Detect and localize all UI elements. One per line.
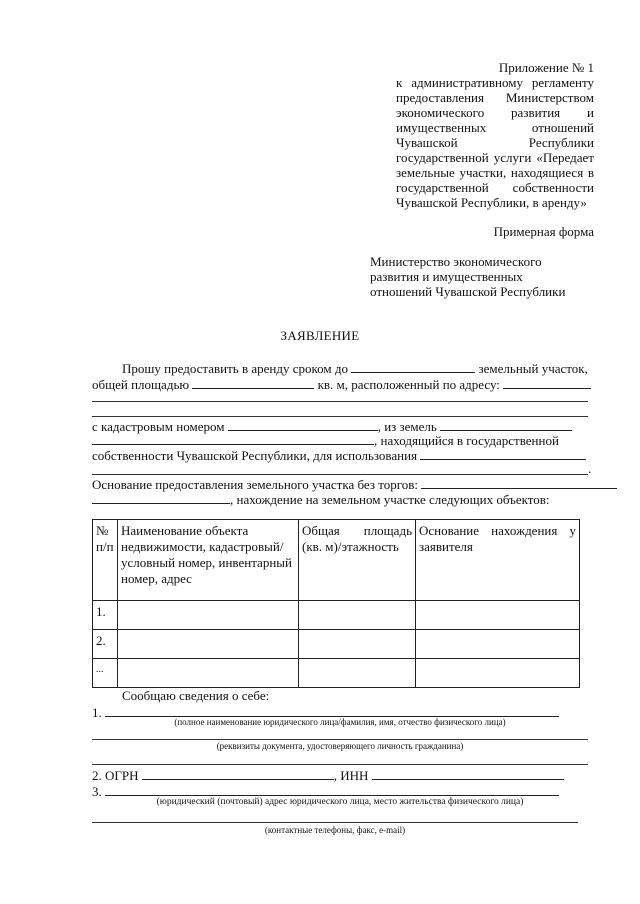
appendix-line: государственной услуги «Передает <box>396 150 594 165</box>
header-area: Общая площадь (кв. м)/этажность <box>299 520 416 601</box>
request-line-2 <box>92 376 591 392</box>
id-document-line[interactable] <box>92 739 588 740</box>
appendix-line: предоставления Министерством <box>396 90 594 105</box>
objects-line <box>92 491 550 507</box>
inn-blank[interactable] <box>372 767 564 780</box>
appendix-line: к административному регламенту <box>396 75 594 90</box>
table-cell[interactable] <box>299 601 416 630</box>
land-category-continued-blank[interactable] <box>92 432 374 445</box>
table-row <box>93 659 580 688</box>
cadastral-blank[interactable] <box>228 418 378 431</box>
document-title: ЗАЯВЛЕНИЕ <box>280 328 360 343</box>
grounds-line <box>92 476 617 492</box>
id-document-caption: (реквизиты документа, удостоверяющего личность гражданина) <box>216 741 464 751</box>
ministry-line: Министерство экономического <box>370 254 542 269</box>
appendix-number: Приложение № 1 <box>498 60 594 75</box>
request-text: Прошу предоставить в аренду сроком до <box>122 361 348 376</box>
usage-blank[interactable] <box>420 447 586 460</box>
header-grounds: Основание нахождения у заявителя <box>416 520 580 601</box>
appendix-line: экономического развития и <box>396 105 594 120</box>
header-number: № п/п <box>93 520 118 601</box>
form-type-label: Примерная форма <box>493 224 594 239</box>
table-cell[interactable] <box>118 659 299 688</box>
ministry-line: развития и имущественных <box>370 269 523 284</box>
period-mark: . <box>588 461 592 476</box>
land-category-blank[interactable] <box>440 418 572 431</box>
appendix-block <box>396 60 594 210</box>
table-cell[interactable] <box>299 659 416 688</box>
area-blank[interactable] <box>192 376 314 389</box>
legal-address-blank[interactable] <box>105 783 559 796</box>
objects-table <box>92 519 580 688</box>
legal-address-caption: (юридический (почтовый) адрес юридического лица, место жительства физического лица) <box>156 797 524 807</box>
appendix-line: Чувашской Республики, в аренду» <box>396 195 587 210</box>
row-number: ... <box>93 659 118 688</box>
request-text: земельный участок, <box>478 361 588 376</box>
term-blank[interactable] <box>351 360 475 373</box>
ministry-line: отношений Чувашской Республики <box>370 284 566 299</box>
item-number: 3. <box>92 784 102 799</box>
ogrn-label: 2. ОГРН <box>92 768 139 783</box>
table-cell[interactable] <box>299 630 416 659</box>
table-row <box>93 630 580 659</box>
table-cell[interactable] <box>118 601 299 630</box>
grounds-label: Основание предоставления земельного участка без торгов: <box>92 477 418 492</box>
table-cell[interactable] <box>416 630 580 659</box>
usage-label: собственности Чувашской Республики, для использования <box>92 448 418 463</box>
applicant-name-blank[interactable] <box>105 704 559 717</box>
row-number: 1. <box>93 601 118 630</box>
contacts-caption: (контактные телефоны, факс, e-mail) <box>264 825 406 835</box>
cadastral-label: с кадастровым номером <box>92 419 225 434</box>
address-line[interactable] <box>92 416 588 417</box>
usage-line <box>92 447 586 463</box>
contacts-line[interactable] <box>92 822 578 823</box>
table-header-row <box>93 520 580 601</box>
applicant-name-caption: (полное наименование юридического лица/фамилия, имя, отчество физического лица) <box>174 717 506 727</box>
inn-label: , ИНН <box>333 768 369 783</box>
table-cell[interactable] <box>416 601 580 630</box>
table-row <box>93 601 580 630</box>
item-number: 1. <box>92 705 102 720</box>
address-label: кв. м, расположенный по адресу: <box>317 377 500 392</box>
ogrn-inn-line <box>92 767 564 783</box>
id-document-line-2[interactable] <box>92 764 588 765</box>
state-property-text: , находящийся в государственной <box>374 433 559 448</box>
appendix-line: земельные участки, находящиеся в <box>396 165 594 180</box>
grounds-continued-blank[interactable] <box>92 491 230 504</box>
ministry-addressee <box>370 254 600 299</box>
table-cell[interactable] <box>416 659 580 688</box>
row-number: 2. <box>93 630 118 659</box>
header-object-name: Наименование объекта недвижимости, кадастровый/условный номер, инвентарный номер, адрес <box>118 520 299 601</box>
about-lead: Сообщаю сведения о себе: <box>122 688 270 703</box>
state-property-line <box>92 432 559 448</box>
appendix-line: Чувашской Республики <box>396 135 594 150</box>
appendix-line: имущественных отношений <box>396 120 594 135</box>
appendix-line: государственной собственности <box>396 180 594 195</box>
grounds-blank[interactable] <box>421 476 617 489</box>
table-cell[interactable] <box>118 630 299 659</box>
ogrn-blank[interactable] <box>142 767 334 780</box>
usage-line-2[interactable] <box>92 474 588 475</box>
address-line[interactable] <box>92 401 588 402</box>
area-label: общей площадью <box>92 377 190 392</box>
address-blank[interactable] <box>503 376 591 389</box>
land-category-label: , из земель <box>377 419 437 434</box>
objects-text: , нахождение на земельном участке следующих объектов: <box>230 492 550 507</box>
request-line-1 <box>122 360 588 376</box>
appendix-lines <box>396 75 594 210</box>
